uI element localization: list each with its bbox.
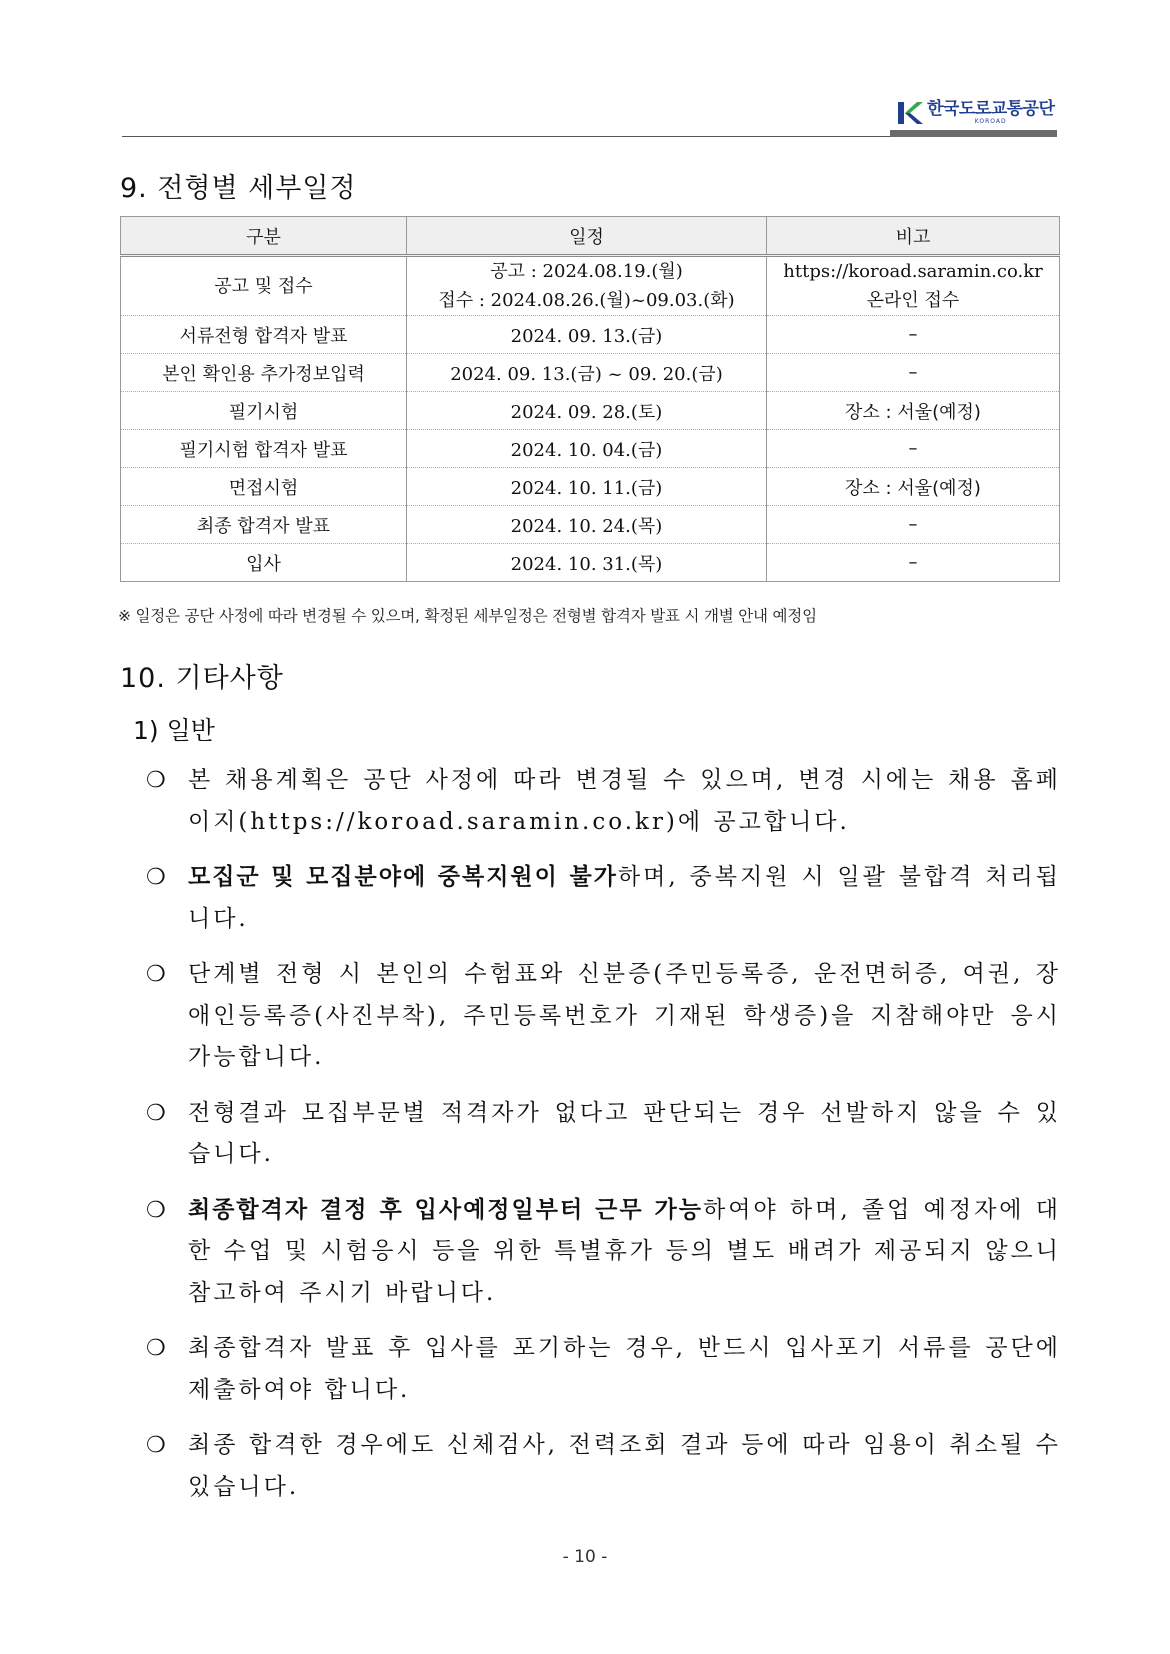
koroad-k-icon bbox=[897, 101, 923, 125]
item-text: 본 채용계획은 공단 사정에 따라 변경될 수 있으며, 변경 시에는 채용 홈페이지(https://koroad.saramin.co.kr)에 공고합니다. bbox=[188, 767, 1061, 835]
date-cell: 2024. 10. 11.(금) bbox=[407, 468, 767, 506]
item-text: 하며, 중복지원 시 일괄 불합격 처리됩니다. bbox=[188, 864, 1061, 932]
stage-cell: 서류전형 합격자 발표 bbox=[121, 316, 407, 354]
date-cell: 2024. 10. 04.(금) bbox=[407, 430, 767, 468]
schedule-table bbox=[120, 216, 1060, 582]
table-row bbox=[121, 430, 1060, 468]
stage-cell: 본인 확인용 추가정보입력 bbox=[121, 354, 407, 392]
stage-cell: 필기시험 bbox=[121, 392, 407, 430]
note-cell bbox=[767, 256, 1060, 316]
stage-cell: 면접시험 bbox=[121, 468, 407, 506]
stage-cell: 입사 bbox=[121, 544, 407, 582]
page-number: - 10 - bbox=[562, 1547, 608, 1567]
item-text: 전형결과 모집부문별 적격자가 없다고 판단되는 경우 선발하지 않을 수 있습니다. bbox=[188, 1099, 1061, 1167]
column-header-stage: 구분 bbox=[121, 217, 407, 256]
online-application-label: 온라인 접수 bbox=[866, 290, 960, 311]
item-emphasis: 최종합격자 결정 후 입사예정일부터 근무 가능 bbox=[188, 1196, 703, 1223]
general-notes-list bbox=[146, 760, 1061, 1522]
section-10-title: 10. 기타사항 bbox=[120, 663, 284, 694]
item-text: 단계별 전형 시 본인의 수험표와 신분증(주민등록증, 운전면허증, 여권, 장애인등록증(사진부착), 주민등록번호가 기재된 학생증)을 지참해야만 응시 가능합니다. bbox=[188, 961, 1061, 1070]
circle-bullet-icon: ❍ bbox=[146, 962, 169, 987]
subsection-general-title: 1) 일반 bbox=[133, 716, 215, 745]
date-cell bbox=[407, 256, 767, 316]
table-row bbox=[121, 506, 1060, 544]
note-cell: 장소 : 서울(예정) bbox=[767, 392, 1060, 430]
logo-sub: KOROAD bbox=[974, 118, 1007, 125]
list-item bbox=[146, 954, 1061, 1079]
note-cell: – bbox=[767, 316, 1060, 354]
note-cell: – bbox=[767, 354, 1060, 392]
schedule-footnote: ※ 일정은 공단 사정에 따라 변경될 수 있으며, 확정된 세부일정은 전형별 합격자 발표 시 개별 안내 예정임 bbox=[118, 607, 817, 625]
stage-cell: 필기시험 합격자 발표 bbox=[121, 430, 407, 468]
table-row bbox=[121, 354, 1060, 392]
koroad-logo bbox=[897, 98, 1054, 128]
circle-bullet-icon: ❍ bbox=[146, 1100, 169, 1126]
date-cell: 2024. 09. 13.(금) ~ 09. 20.(금) bbox=[407, 354, 767, 392]
circle-bullet-icon: ❍ bbox=[146, 865, 169, 890]
table-header-row bbox=[121, 217, 1060, 256]
table-row bbox=[121, 468, 1060, 506]
date-cell: 2024. 10. 31.(목) bbox=[407, 544, 767, 582]
list-item bbox=[146, 1093, 1061, 1176]
notice-date: 공고 : 2024.08.19.(월) bbox=[490, 261, 683, 282]
list-item bbox=[146, 1328, 1061, 1411]
date-cell: 2024. 09. 28.(토) bbox=[407, 392, 767, 430]
table-row bbox=[121, 316, 1060, 354]
list-item bbox=[146, 1425, 1061, 1508]
note-cell: – bbox=[767, 506, 1060, 544]
circle-bullet-icon: ❍ bbox=[146, 1336, 169, 1361]
application-url-link[interactable]: https://koroad.saramin.co.kr bbox=[783, 261, 1043, 282]
list-item bbox=[146, 760, 1061, 843]
circle-bullet-icon: ❍ bbox=[146, 768, 169, 793]
date-cell: 2024. 09. 13.(금) bbox=[407, 316, 767, 354]
item-text: 최종합격자 발표 후 입사를 포기하는 경우, 반드시 입사포기 서류를 공단에 제출하여야 합니다. bbox=[188, 1335, 1061, 1403]
item-emphasis: 모집군 및 모집분야에 중복지원이 불가 bbox=[188, 864, 618, 890]
table-row bbox=[121, 392, 1060, 430]
header-accent-bar bbox=[890, 130, 1057, 137]
note-cell: 장소 : 서울(예정) bbox=[767, 468, 1060, 506]
date-cell: 2024. 10. 24.(목) bbox=[407, 506, 767, 544]
note-cell: – bbox=[767, 430, 1060, 468]
section-9-title: 9. 전형별 세부일정 bbox=[120, 173, 357, 204]
column-header-date: 일정 bbox=[407, 217, 767, 256]
note-cell: – bbox=[767, 544, 1060, 582]
application-period: 접수 : 2024.08.26.(월)~09.03.(화) bbox=[438, 290, 735, 311]
column-header-note: 비고 bbox=[767, 217, 1060, 256]
stage-cell: 최종 합격자 발표 bbox=[121, 506, 407, 544]
list-item bbox=[146, 857, 1061, 940]
circle-bullet-icon: ❍ bbox=[146, 1197, 169, 1223]
table-row bbox=[121, 544, 1060, 582]
item-text: 최종 합격한 경우에도 신체검사, 전력조회 결과 등에 따라 임용이 취소될 수 있습니다. bbox=[188, 1432, 1061, 1500]
stage-cell: 공고 및 접수 bbox=[121, 256, 407, 316]
list-item bbox=[146, 1190, 1061, 1315]
circle-bullet-icon: ❍ bbox=[146, 1433, 169, 1458]
logo-name: 한국도로교통공단 bbox=[927, 99, 1055, 119]
item-text: 하여야 하며, 졸업 예정자에 대한 수업 및 시험응시 등을 위한 특별휴가 등의 별도 배려가 제공되지 않으니 참고하여 주시기 바랍니다. bbox=[188, 1196, 1061, 1306]
table-row bbox=[121, 256, 1060, 316]
